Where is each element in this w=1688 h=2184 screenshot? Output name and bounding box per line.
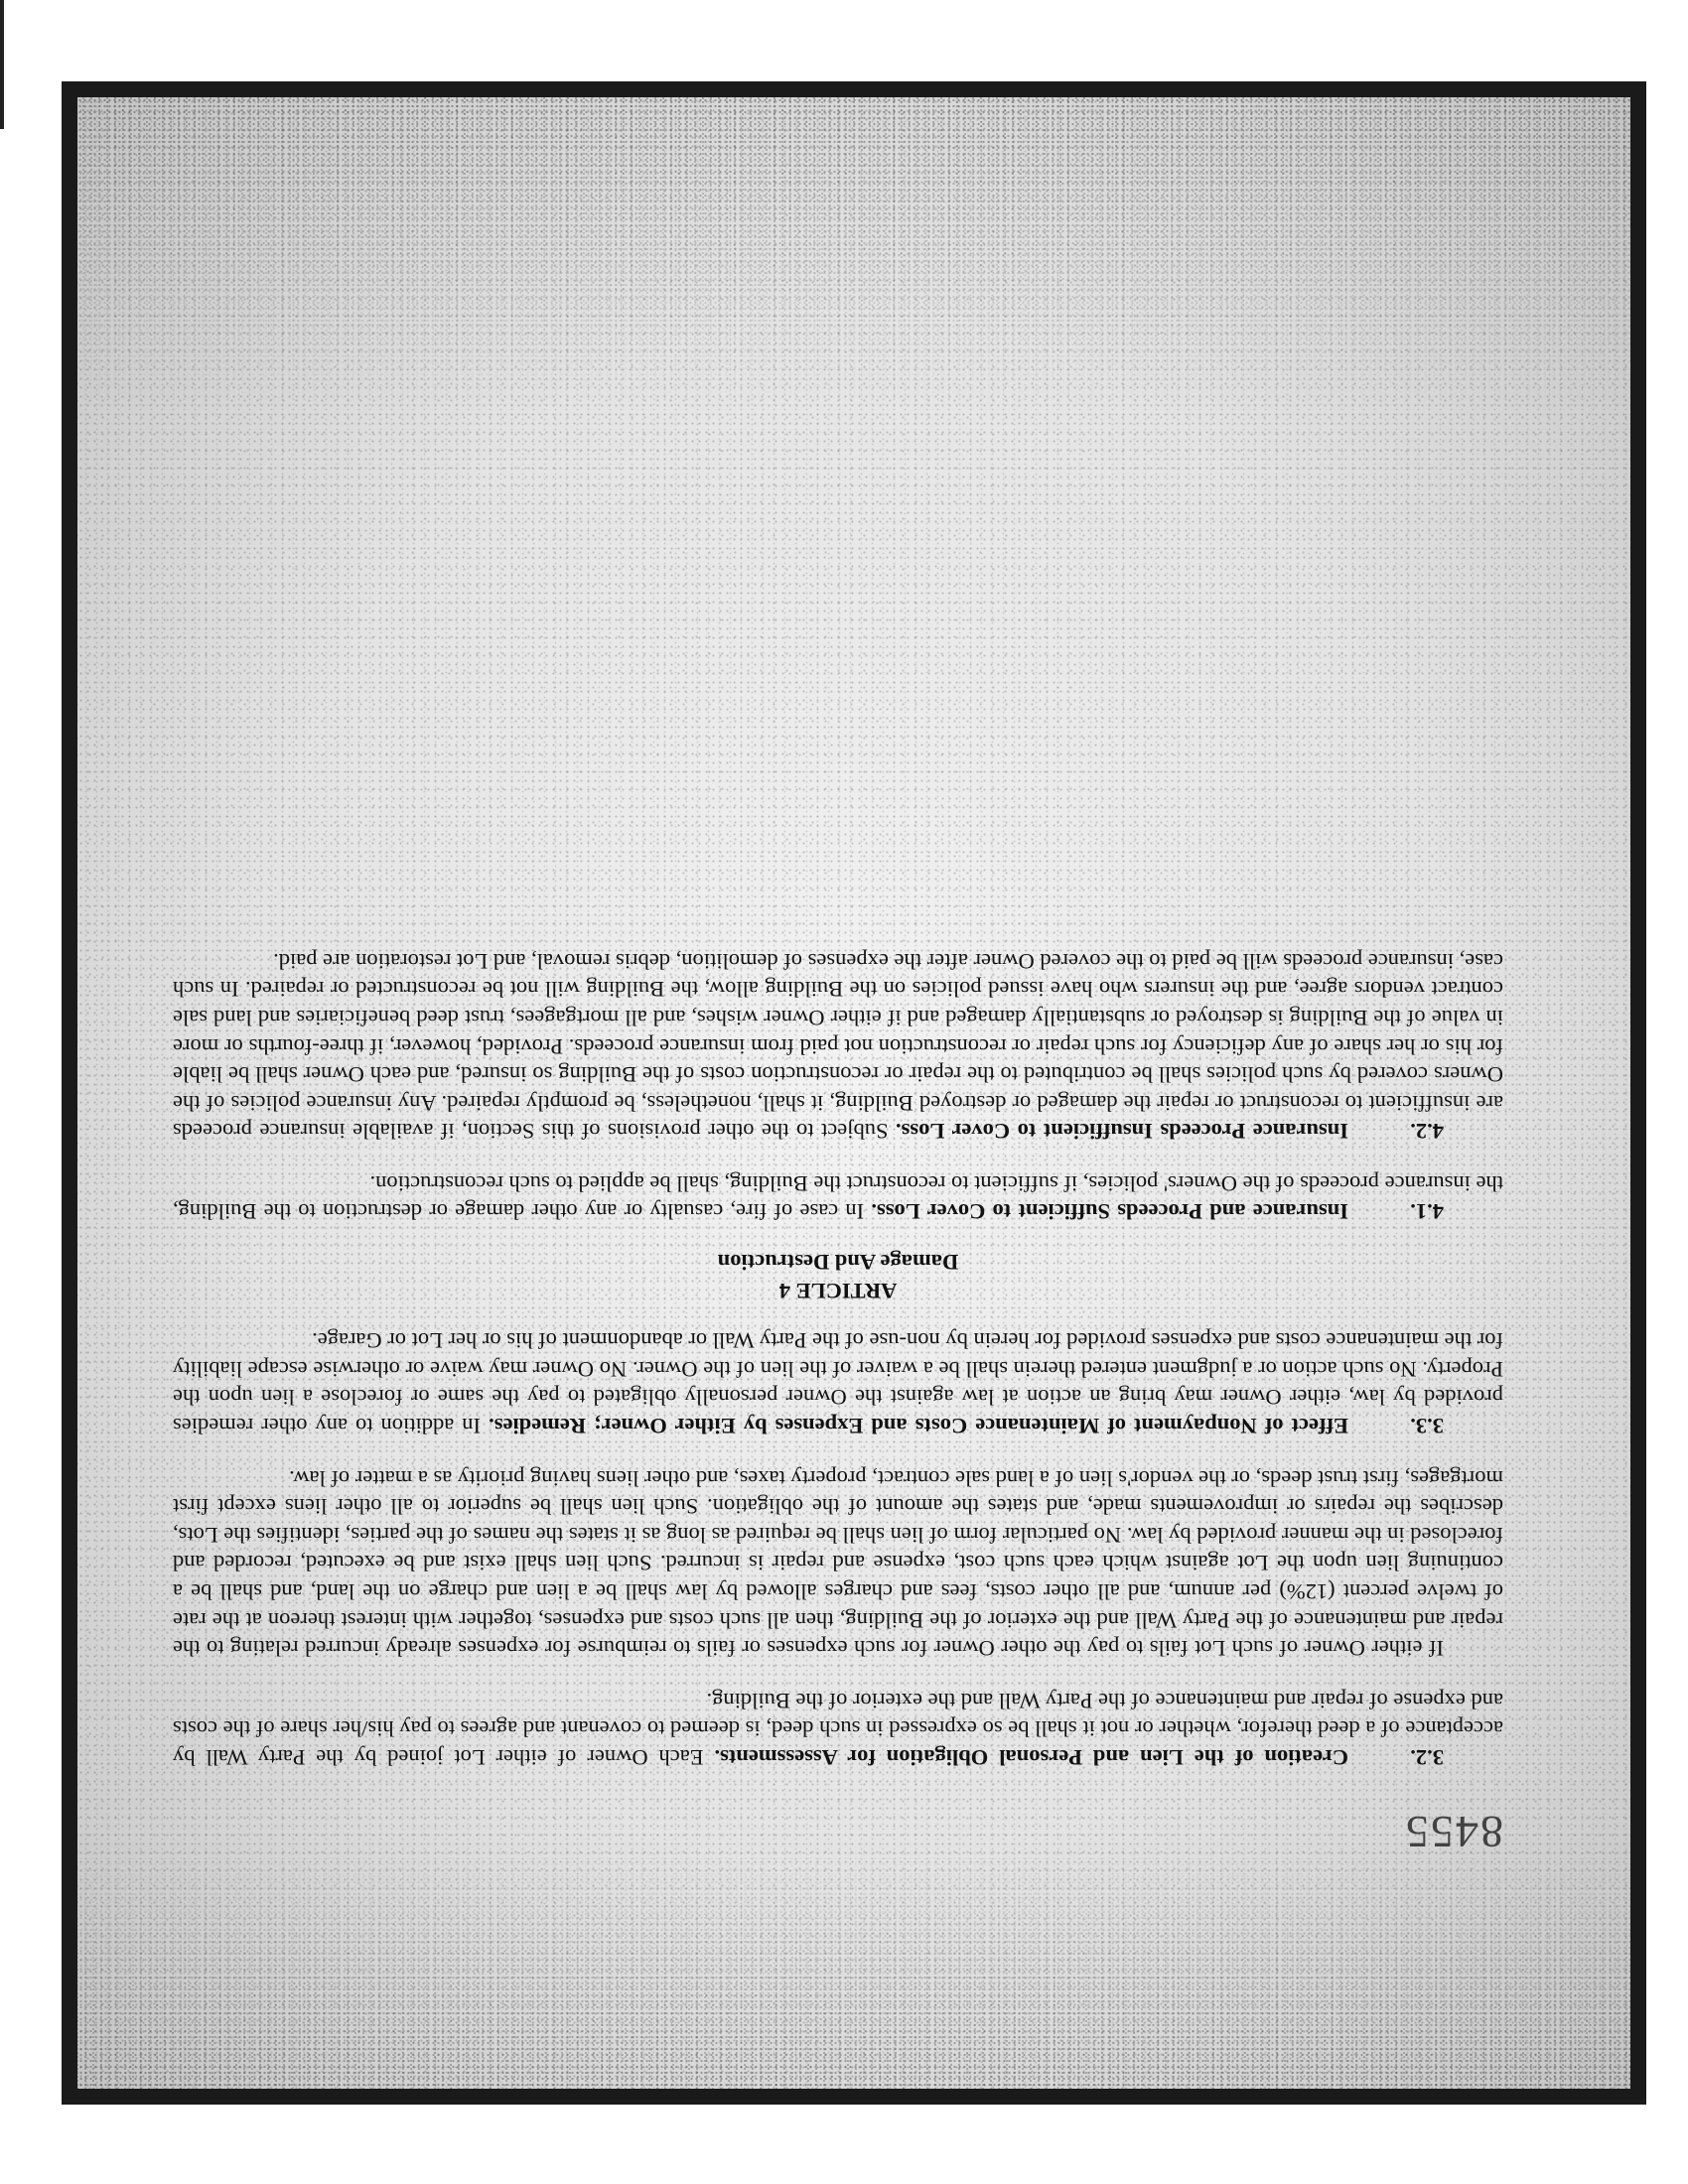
section-number: 4.1. <box>1410 1199 1444 1225</box>
section-3-2-continuation: If either Owner of such Lot fails to pay the other Owner for such expenses or fails to reimburse for expenses already incurred relating to the repair and maintenance of the Party Wall and the exterior of the Building, then all such costs and expenses, together with interest thereon at the rate of twelve percent (12%) per annum, and all other costs, fees and charges allowed by law shall be a lien and charge on the land, and shall be a continuing lien upon the Lot against which each such cost, expense and repair is incurred. Such lien shall exist and be executed, recorded and foreclosed in the manner provided by law. No particular form of lien shall be required as long as it states the names of the parties, identifies the Lots, describes the repairs or improvements made, and states the amount of the obligation. Such lien shall be superior to all other liens except first mortgages, first trust deeds, or the vendor's lien of a land sale contract, property taxes, and other liens having priority as a matter of law. <box>173 1465 1503 1662</box>
article-heading <box>173 1248 1503 1304</box>
section-heading: Creation of the Lien and Personal Obligation for Assessments. <box>714 1745 1348 1770</box>
section-3-3 <box>173 1326 1503 1439</box>
section-text: Subject to the other provisions of this Section, if available insurance proceeds are insufficient to reconstruct or repair the damaged or destroyed Building, it shall, nonetheless, be promptly repaired. Any insurance policies of the Owners covered by such policies shall be contributed to the repair or reconstruction costs of the Building so insured, and each Owner shall be liable for his or her share of any deficiency for such repair or reconstruction not paid from insurance proceeds. Provided, however, if three-fourths or more in value of the Building is destroyed or substantially damaged and if either Owner wishes, and all mortgagees, trust deed beneficiaries and land sale contract vendors agree, and the insurers who have issued policies on the Building allow, the Building will not be reconstructed or repaired. In such case, insurance proceeds will be paid to the covered Owner after the expenses of demolition, debris removal, and Lot restoration are paid. <box>172 948 1503 1145</box>
section-number: 3.3. <box>1410 1414 1444 1439</box>
section-text: In case of fire, casualty or any other damage or destruction to the Building, the insurance proceeds of the Owners' policies, if sufficient to reconstruct the Building, shall be applied to such reconstruction. <box>172 1170 1503 1225</box>
article-label: ARTICLE 4 <box>778 1278 898 1303</box>
section-4-1 <box>173 1168 1503 1225</box>
upside-down-content <box>77 97 1630 2089</box>
section-text: Each Owner of either Lot joined by the Party Wall by acceptance of a deed therefor, whether or not it shall be so expressed in such deed, is deemed to covenant and agrees to pay his/her share of the costs and expense of repair and maintenance of the Party Wall and the exterior of the Building. <box>173 1688 1503 1770</box>
section-heading: Effect of Nonpayment of Maintenance Costs and Expenses by Either Owner; Remedies. <box>489 1414 1348 1439</box>
section-4-2 <box>173 946 1503 1145</box>
section-heading: Insurance and Proceeds Sufficient to Cover Loss. <box>871 1199 1348 1225</box>
section-heading: Insurance Proceeds Insufficient to Cover Loss. <box>895 1119 1348 1145</box>
page-number: 8455 <box>1404 1807 1503 1857</box>
photocopy-border <box>62 81 1646 2105</box>
section-text: In addition to any other remedies provided by law, either Owner may bring an action at law against the Owner personally obligated to pay the same or foreclose a lien upon the Property. No such action or a judgment entered therein shall be a waiver of the lien of the Owner. No Owner may waive or otherwise escape liability for the maintenance costs and expenses provided for herein by non-use of the Party Wall or abandonment of his or her Lot or Garage. <box>172 1328 1503 1439</box>
article-title: Damage And Destruction <box>717 1250 959 1276</box>
document-paper <box>77 97 1630 2089</box>
section-number: 4.2. <box>1410 1119 1444 1145</box>
section-number: 3.2. <box>1410 1745 1444 1770</box>
section-3-2 <box>173 1686 1503 1771</box>
document-body <box>172 946 1503 1857</box>
scan-edge-mark <box>0 0 4 129</box>
